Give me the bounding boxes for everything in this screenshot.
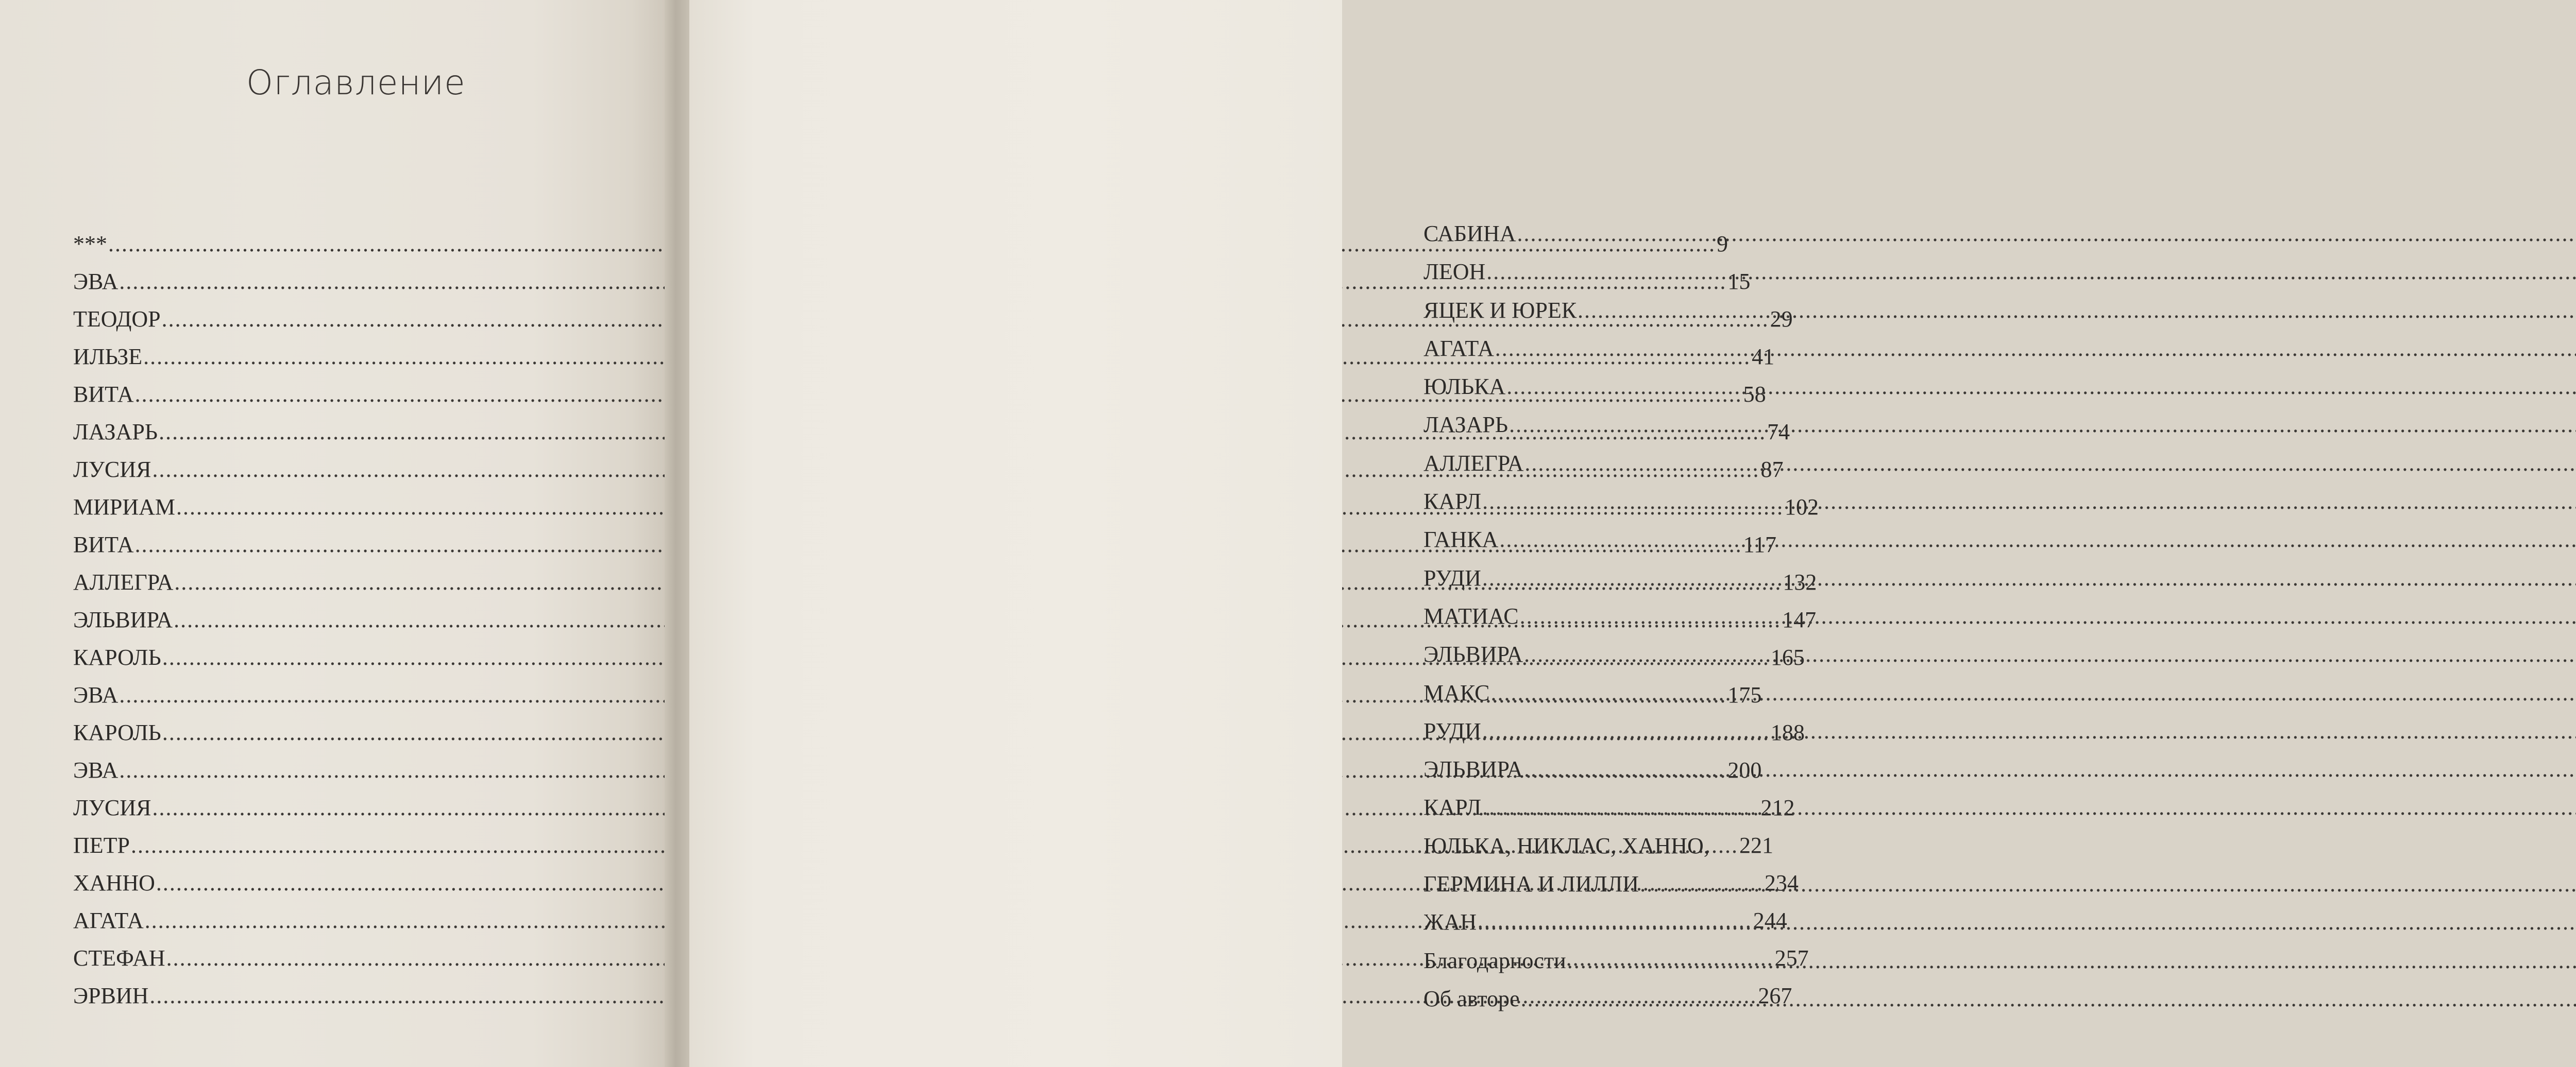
toc-entry-page-number: 188 (1770, 720, 1805, 745)
toc-entry-title: РУДИ (1423, 718, 1481, 744)
toc-entry-title: КАРОЛЬ (73, 720, 161, 745)
toc-dot-leader (1524, 450, 2576, 476)
toc-entry-title: Об авторе (1423, 986, 1520, 1011)
toc-entry-page-number: 147 (1782, 607, 1817, 632)
toc-entry (1423, 794, 1962, 832)
toc-entry-title: ЭЛЬВИРА (1423, 642, 1523, 667)
toc-dot-leader (1520, 603, 2576, 629)
toc-entry-title: САБИНА (1423, 221, 1516, 246)
toc-entry (1423, 526, 1962, 564)
toc-entry-title: МАКС (1423, 680, 1490, 705)
toc-entry-title: ХАННО (73, 870, 155, 896)
toc-entry-title: ЭЛЬВИРА (1423, 756, 1523, 782)
toc-entry (1423, 756, 1962, 794)
toc-entry-title: ЮЛЬКА (1423, 374, 1506, 400)
toc-entry-title: ЭВА (73, 269, 118, 294)
toc-entry-title: ЭЛЬВИРА (73, 607, 173, 632)
toc-entry (1423, 411, 1962, 450)
toc-dot-leader (1499, 526, 2576, 553)
toc-dot-leader (1491, 680, 2576, 706)
toc-entry-page-number: 221 (1739, 833, 1773, 858)
toc-entry-title: АЛЛЕГРА (1423, 450, 1524, 476)
toc-entry-title: ЯЦЕК И ЮРЕК (1423, 297, 1577, 323)
toc-entry (1423, 565, 1962, 603)
toc-entry-title: АЛЛЕГРА (73, 570, 174, 595)
toc-entry-title: ЭРВИН (73, 983, 149, 1008)
toc-entry-title: ЭВА (73, 758, 118, 783)
toc-entry (1423, 718, 1962, 756)
toc-entry-page-number: 200 (1727, 758, 1762, 783)
toc-entry-title: ПЕТР (73, 833, 130, 858)
toc-entry-title: АГАТА (1423, 335, 1494, 361)
toc-list-right (1423, 220, 1962, 1024)
book-gutter (665, 0, 689, 1067)
page-title: Оглавление (246, 63, 466, 102)
toc-entry-page-number: 87 (1760, 457, 1784, 482)
toc-dot-leader (1567, 948, 2576, 974)
toc-entry-page-number: 175 (1727, 682, 1762, 708)
toc-entry (1423, 335, 1962, 373)
toc-entry-page-number: 267 (1758, 983, 1792, 1008)
toc-entry-title: ЛУСИЯ (73, 795, 151, 820)
toc-entry-title: *** (73, 231, 107, 256)
toc-entry (73, 419, 1790, 456)
toc-entry (1423, 373, 1962, 411)
toc-dot-leader (1478, 909, 2576, 935)
toc-entry-title: ЛАЗАРЬ (1423, 412, 1509, 438)
toc-entry-title: КАРЛ (1423, 795, 1482, 820)
toc-entry-title: ИЛЬЗЕ (73, 344, 143, 369)
toc-entry-page-number: 15 (1727, 269, 1751, 294)
toc-entry-page-number: 244 (1753, 908, 1787, 933)
toc-entry (1423, 259, 1962, 297)
toc-dot-leader (1486, 259, 2576, 285)
toc-entry (1423, 948, 1962, 986)
toc-dot-leader (1482, 718, 2576, 744)
toc-entry-title: АГАТА (73, 908, 144, 933)
toc-dot-leader (1482, 794, 2576, 820)
toc-entry-page-number: 257 (1774, 945, 1809, 971)
toc-entry-title: РУДИ (1423, 565, 1481, 591)
toc-entry-title: ЭВА (73, 682, 118, 708)
toc-entry-title: ВИТА (73, 532, 134, 557)
toc-entry-page-number: 102 (1785, 494, 1819, 520)
right-page (689, 0, 1709, 1067)
toc-entry (1423, 450, 1962, 488)
toc-entry-title: ЛУСИЯ (73, 457, 151, 482)
toc-entry-title: ТЕОДОР (73, 306, 161, 332)
toc-dot-leader (1482, 565, 2576, 591)
toc-entry-title: КАРЛ (1423, 489, 1482, 514)
toc-entry-page-number: 9 (1717, 231, 1728, 256)
toc-entry-title: МИРИАМ (73, 494, 176, 520)
toc-entry (1423, 220, 1962, 259)
toc-entry-page-number: 74 (1767, 419, 1790, 444)
toc-entry-title: ГАНКА (1423, 527, 1499, 553)
toc-dot-leader (1640, 871, 2576, 897)
toc-entry-title: СТЕФАН (73, 945, 165, 971)
toc-entry-title: МАТИАС (1423, 603, 1519, 629)
toc-entry-page-number: 117 (1743, 532, 1776, 557)
toc-entry (1423, 641, 1962, 679)
toc-entry (1423, 871, 1962, 909)
toc-entry-title: ЛЕОН (1423, 259, 1486, 285)
toc-entry-page-number: 234 (1764, 870, 1799, 896)
toc-dot-leader (1495, 335, 2576, 362)
toc-entry-title: ГЕРМИНА И ЛИЛЛИ (1423, 871, 1639, 897)
toc-dot-leader (1506, 373, 2576, 400)
toc-dot-leader (1517, 220, 2576, 247)
toc-entry (1423, 680, 1962, 718)
toc-entry-title: ЖАН (1423, 909, 1477, 935)
toc-dot-leader (1524, 641, 2576, 667)
toc-entry (1423, 909, 1962, 947)
toc-entry (1423, 603, 1962, 641)
toc-dot-leader (1521, 986, 2576, 1012)
toc-entry-title: ЛАЗАРЬ (73, 419, 158, 444)
toc-entry (1423, 488, 1962, 526)
toc-entry-title: КАРОЛЬ (73, 645, 161, 670)
toc-entry-title: ВИТА (73, 382, 134, 407)
toc-dot-leader (1482, 488, 2576, 514)
toc-entry (1423, 833, 1962, 871)
toc-entry (1423, 986, 1962, 1024)
toc-entry (1423, 297, 1962, 335)
toc-dot-leader (1524, 756, 2576, 782)
toc-entry-page-number: 41 (1752, 344, 1775, 369)
toc-entry-page-number: 58 (1743, 382, 1766, 407)
toc-entry-page-number: 29 (1770, 306, 1793, 332)
toc-entry-title: Благодарности (1423, 948, 1566, 973)
toc-entry-page-number: 212 (1760, 795, 1795, 820)
toc-dot-leader (1509, 411, 2576, 438)
toc-entry-page-number: 165 (1770, 645, 1805, 670)
toc-entry-page-number: 132 (1783, 570, 1817, 595)
toc-entry-title: ЮЛЬКА, НИКЛАС, ХАННО, (1423, 833, 1709, 858)
toc-dot-leader (1578, 297, 2576, 323)
